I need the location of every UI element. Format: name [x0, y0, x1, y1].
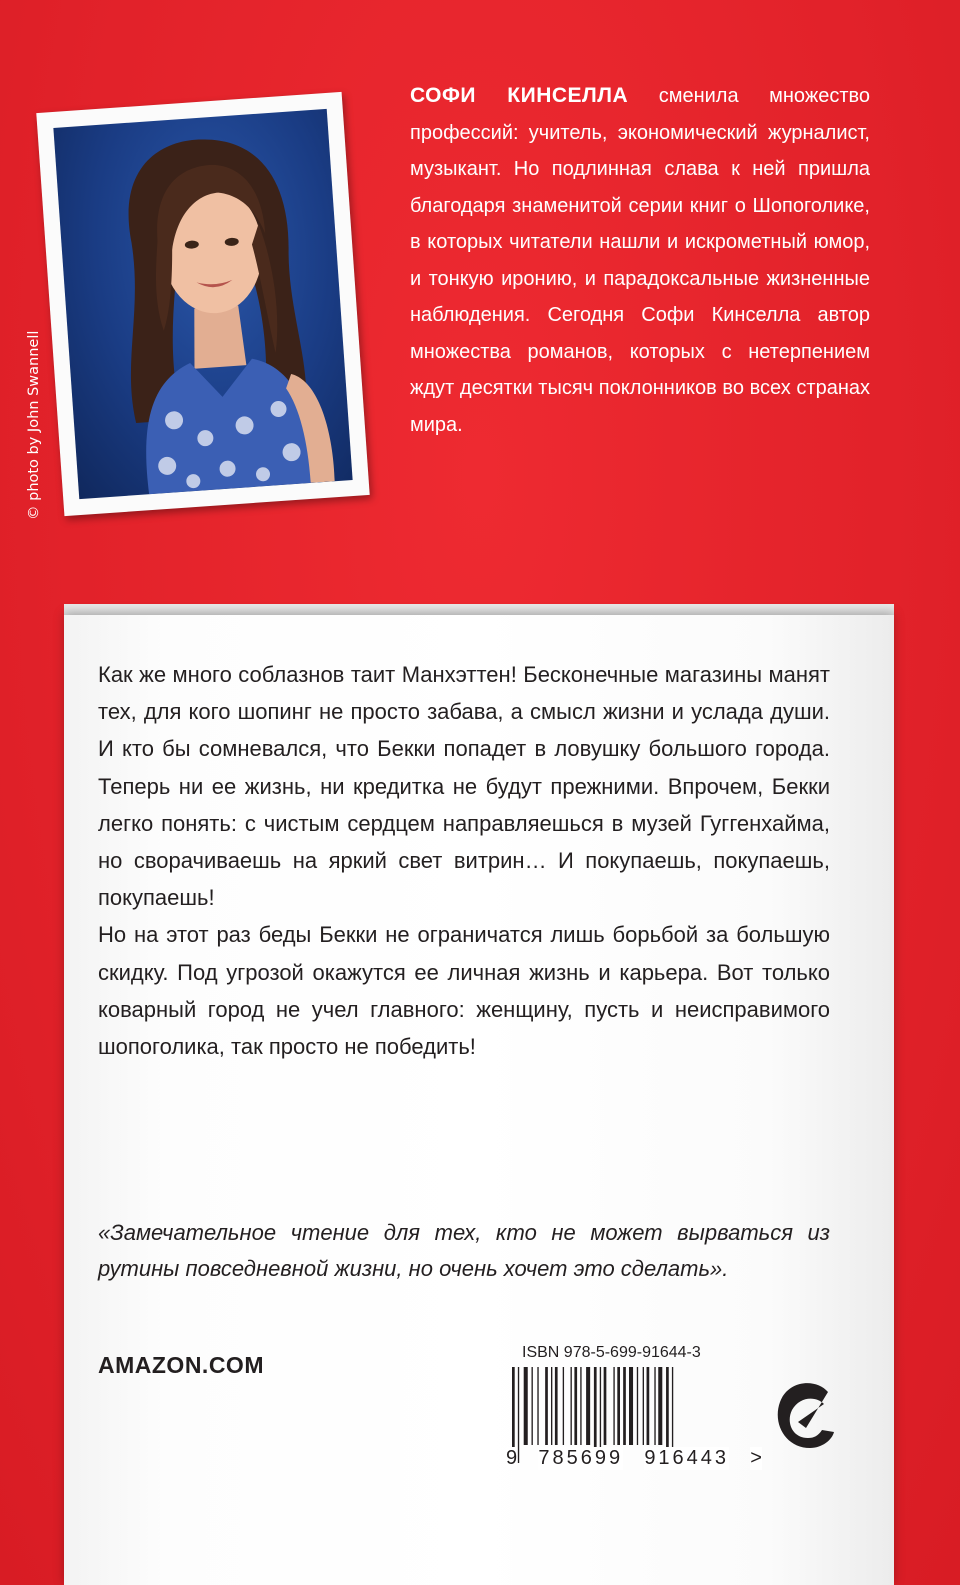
- barcode-bar: [654, 1367, 655, 1445]
- review-source: AMAZON.COM: [98, 1352, 264, 1378]
- barcode-bar: [623, 1367, 626, 1445]
- author-photo-frame: [36, 92, 369, 516]
- book-blurb: [98, 656, 830, 1065]
- barcode-bar: [629, 1367, 633, 1445]
- review-quote: «Замечательное чтение для тех, кто не может вырваться из рутины повседневной жизни, но очень хочет это сделать».: [98, 1220, 830, 1281]
- blurb-paragraph-2: Но на этот раз беды Бекки не ограничатся лишь борьбой за большую скидку. Под угрозой окажутся ее личная жизнь и карьера. Вот только коварный город не учел главного: женщину, пусть и неисправимого шопоголика, так просто не победить!: [98, 922, 830, 1060]
- barcode-bar: [643, 1367, 644, 1445]
- barcode-bar: [637, 1367, 638, 1445]
- barcode-bar: [524, 1367, 528, 1445]
- barcode-bar: [532, 1367, 533, 1445]
- barcode-digit-prefix: 9: [506, 1447, 518, 1469]
- barcode-digits: [506, 1447, 762, 1470]
- barcode-bar: [647, 1367, 650, 1445]
- barcode-bar: [551, 1367, 552, 1445]
- barcode-digit-suffix: >: [750, 1447, 762, 1469]
- barcode-bar: [586, 1367, 590, 1445]
- isbn-label: ISBN 978-5-699-91644-3: [522, 1344, 701, 1361]
- barcode-bar: [617, 1367, 620, 1445]
- barcode-digits-right: 916443: [644, 1447, 730, 1469]
- author-photo: [53, 109, 352, 499]
- barcode-digits-left: 785699: [538, 1447, 624, 1469]
- barcode-bar: [613, 1367, 614, 1445]
- author-bio-text: сменила множество профессий: учитель, экономический журналист, музыкант. Но подлинная слава к ней пришла благодаря знаменитой серии книг о Шопоголике, в которых читатели нашли и искрометный юмор, и тонкую иронию, и парадоксальные жизненные наблюдения. Сегодня Софи Кинселла автор множества романов, которых с нетерпением ждут десятки тысяч поклонников во всех странах мира.: [410, 85, 871, 436]
- barcode-bar: [545, 1367, 548, 1445]
- barcode-bar: [604, 1367, 607, 1445]
- barcode-bar: [574, 1367, 577, 1445]
- barcode-bar: [580, 1367, 581, 1445]
- barcode-bar: [658, 1367, 662, 1445]
- barcode-bar: [563, 1367, 564, 1445]
- barcode-bar: [555, 1367, 558, 1445]
- photo-credit: © photo by John Swannell: [26, 330, 42, 520]
- eksmo-logo-icon: [770, 1374, 840, 1454]
- blurb-paragraph-1: Как же много соблазнов таит Манхэттен! Бесконечные магазины манят тех, для кого шопинг не просто забава, а смысл жизни и услада души. И кто бы сомневался, что Бекки попадет в ловушку большого города. Теперь ни ее жизнь, ни кредитка не будут прежними. Впрочем, Бекки легко понять: с чистым сердцем направляешься в музей Гуггенхайма, но сворачиваешь на яркий свет витрин… И покупаешь, покупаешь, покупаешь!: [98, 662, 830, 911]
- author-name: СОФИ КИНСЕЛЛА: [410, 84, 629, 107]
- author-bio: [410, 78, 870, 443]
- barcode-bar: [571, 1367, 572, 1445]
- barcode-bar: [537, 1367, 538, 1445]
